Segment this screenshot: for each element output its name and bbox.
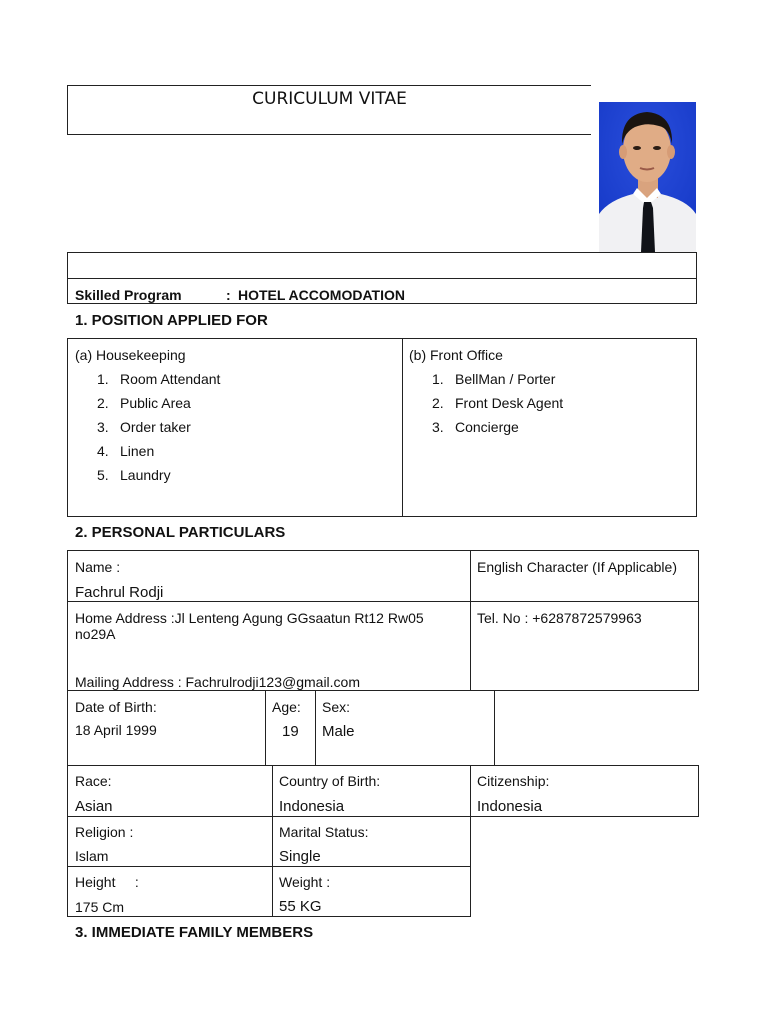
home-address: Home Address :Jl Lenteng Agung GGsaatun Rt12 Rw05: [75, 610, 424, 626]
list-item: Front Desk Agent: [455, 395, 564, 411]
name-value: Fachrul Rodji: [75, 584, 164, 601]
front-office-title: (b) Front Office: [409, 347, 503, 363]
english-character-label: English Character (If Applicable): [477, 559, 677, 575]
tel-number: Tel. No : +6287872579963: [477, 610, 642, 626]
list-item: Public Area: [120, 395, 191, 411]
citizenship-value: Indonesia: [477, 798, 543, 815]
title-box: [67, 85, 591, 135]
position-divider: [402, 338, 403, 517]
weight-value: 55 KG: [279, 898, 322, 915]
skilled-program-value: HOTEL ACCOMODATION: [238, 287, 405, 303]
list-item: Concierge: [455, 419, 519, 435]
list-item: Linen: [120, 443, 155, 459]
person-photo-icon: [599, 102, 696, 252]
list-item-number: 3.: [97, 419, 109, 435]
section-position-heading: 1. POSITION APPLIED FOR: [75, 312, 268, 329]
citizenship-label: Citizenship:: [477, 773, 550, 789]
list-item-number: 5.: [97, 467, 109, 483]
home-address-line2: no29A: [75, 626, 116, 642]
name-label: Name :: [75, 559, 121, 575]
skilled-program-label: Skilled Program: [75, 287, 182, 303]
list-item: Laundry: [120, 467, 171, 483]
marital-status-label: Marital Status:: [279, 824, 369, 840]
height-value: 175 Cm: [75, 899, 125, 915]
religion-label: Religion :: [75, 824, 134, 840]
mailing-address: Mailing Address : Fachrulrodji123@gmail.com: [75, 674, 360, 690]
section-personal-heading: 2. PERSONAL PARTICULARS: [75, 524, 286, 541]
country-of-birth-label: Country of Birth:: [279, 773, 381, 789]
marital-status-value: Single: [279, 848, 321, 865]
age-label: Age:: [272, 699, 301, 715]
dob-value: 18 April 1999: [75, 722, 157, 738]
list-item-number: 2.: [432, 395, 444, 411]
list-item-number: 1.: [97, 371, 109, 387]
religion-value: Islam: [75, 848, 109, 864]
sex-value: Male: [322, 723, 355, 740]
skilled-program-separator: :: [226, 287, 231, 303]
race-label: Race:: [75, 773, 112, 789]
dob-label: Date of Birth:: [75, 699, 157, 715]
section-family-heading: 3. IMMEDIATE FAMILY MEMBERS: [75, 924, 314, 941]
race-value: Asian: [75, 798, 113, 815]
list-item: Room Attendant: [120, 371, 221, 387]
list-item: BellMan / Porter: [455, 371, 556, 387]
list-item: Order taker: [120, 419, 191, 435]
weight-label: Weight :: [279, 874, 331, 890]
country-of-birth-value: Indonesia: [279, 798, 345, 815]
list-item-number: 3.: [432, 419, 444, 435]
height-label: Height :: [75, 874, 139, 890]
applicant-photo: [599, 102, 696, 252]
sex-label: Sex:: [322, 699, 351, 715]
page-title: CURICULUM VITAE: [252, 89, 407, 109]
list-item-number: 1.: [432, 371, 444, 387]
housekeeping-title: (a) Housekeeping: [75, 347, 186, 363]
blank-row: [67, 252, 697, 279]
list-item-number: 2.: [97, 395, 109, 411]
age-value: 19: [282, 723, 299, 740]
list-item-number: 4.: [97, 443, 109, 459]
